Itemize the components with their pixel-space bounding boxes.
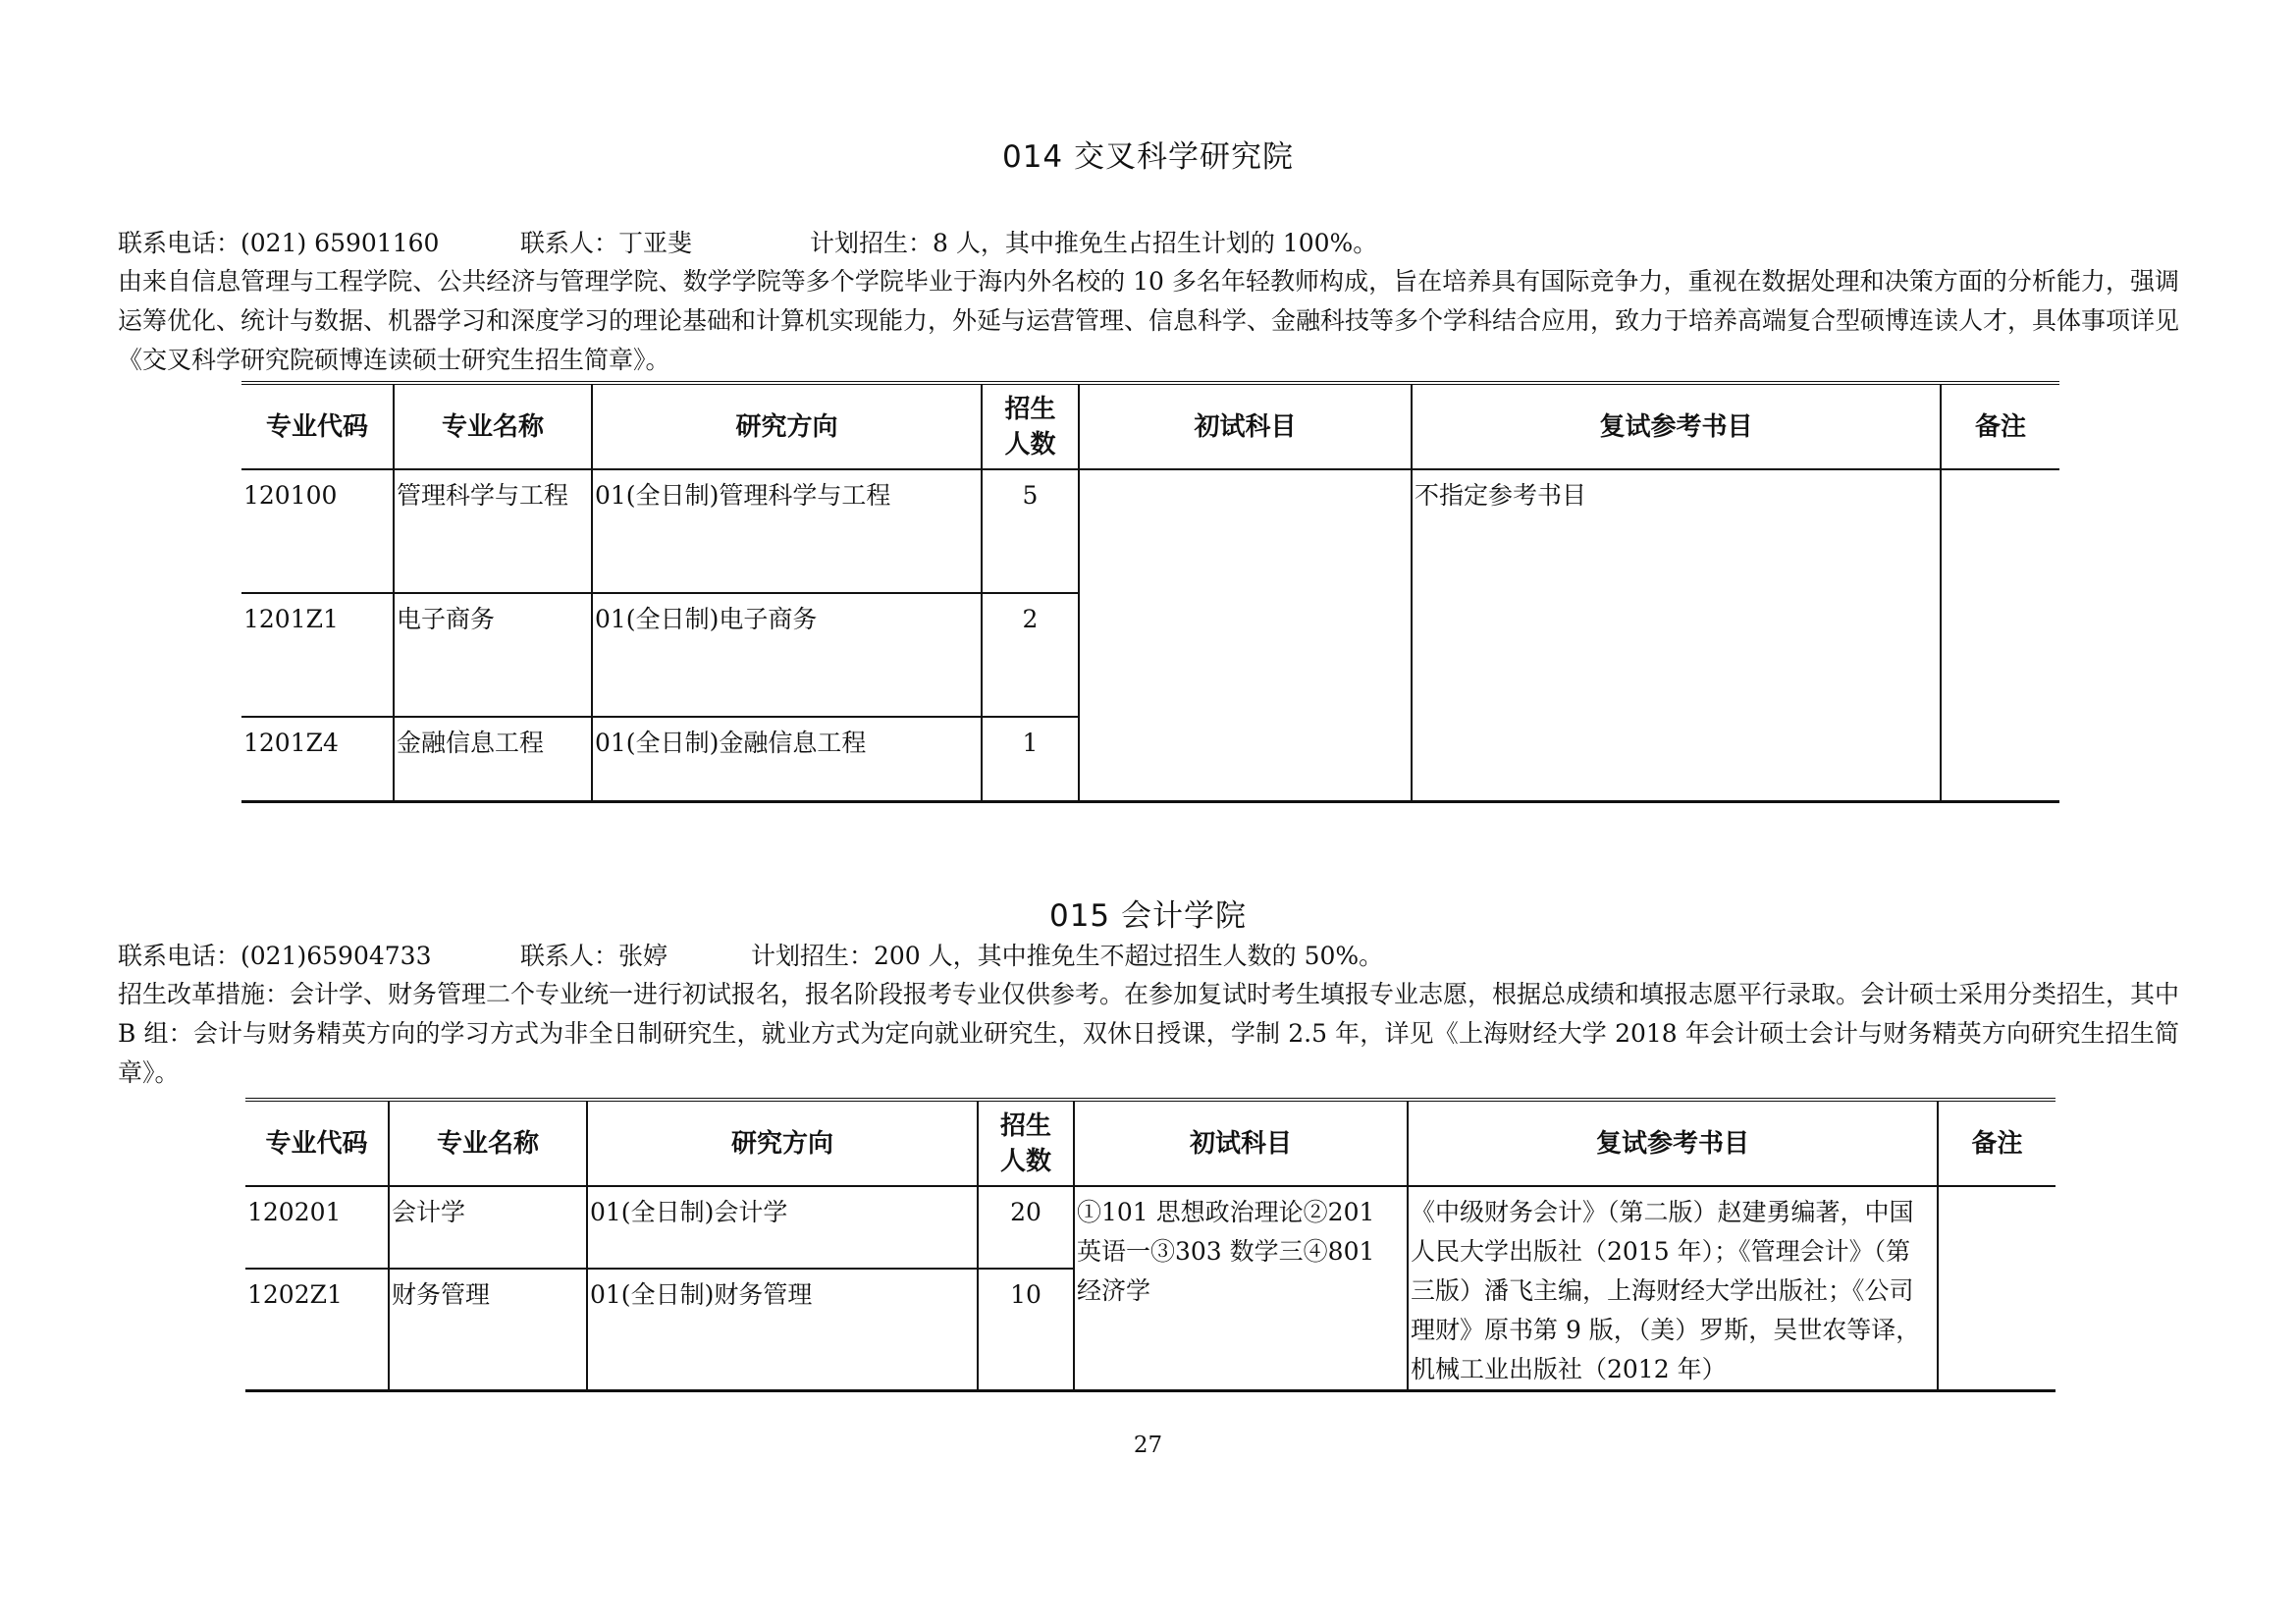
cell-name: 财务管理 xyxy=(389,1269,587,1390)
cell-code: 120100 xyxy=(241,469,394,593)
section2-phone: 联系电话：(021)65904733 xyxy=(118,942,432,970)
header-books: 复试参考书目 xyxy=(1412,383,1941,469)
cell-name: 电子商务 xyxy=(394,593,592,717)
cell-name: 会计学 xyxy=(389,1186,587,1269)
header-code: 专业代码 xyxy=(241,383,394,469)
cell-code: 120201 xyxy=(245,1186,389,1269)
header-exam: 初试科目 xyxy=(1079,383,1412,469)
section1-plan: 计划招生：8 人，其中推免生占招生计划的 100%。 xyxy=(810,229,1378,257)
cell-code: 1202Z1 xyxy=(245,1269,389,1390)
section2-table xyxy=(245,1098,2056,1392)
section1-contact: 联系人：丁亚斐 xyxy=(520,229,693,257)
cell-notes xyxy=(1941,469,2059,801)
cell-name: 金融信息工程 xyxy=(394,717,592,801)
section1-phone: 联系电话：(021) 65901160 xyxy=(118,229,440,257)
cell-count: 10 xyxy=(978,1269,1074,1390)
header-direction: 研究方向 xyxy=(587,1100,978,1186)
cell-count: 5 xyxy=(982,469,1079,593)
cell-direction: 01(全日制)管理科学与工程 xyxy=(592,469,982,593)
header-books: 复试参考书目 xyxy=(1408,1100,1938,1186)
header-code: 专业代码 xyxy=(245,1100,389,1186)
header-exam: 初试科目 xyxy=(1074,1100,1408,1186)
table-header-row xyxy=(241,383,2059,469)
cell-exam: ①101 思想政治理论②201 英语一③303 数学三④801 经济学 xyxy=(1074,1186,1408,1391)
section1-description: 由来自信息管理与工程学院、公共经济与管理学院、数学学院等多个学院毕业于海内外名校的 10 多名年轻教师构成，旨在培养具有国际竞争力，重视在数据处理和决策方面的分析能力，强调运筹优化、统计与数据、机器学习和深度学习的理论基础和计算机实现能力，外延与运营管理、信息科学、金融科技等多个学科结合应用，致力于培养高端复合型硕博连读人才，具体事项详见《交叉科学研究院硕博连读硕士研究生招生简章》。 xyxy=(118,267,2180,374)
cell-direction: 01(全日制)财务管理 xyxy=(587,1269,978,1390)
cell-exam xyxy=(1079,469,1412,801)
section2-title: 015 会计学院 xyxy=(1048,898,1248,934)
cell-count: 1 xyxy=(982,717,1079,801)
section2-description: 招生改革措施：会计学、财务管理二个专业统一进行初试报名，报名阶段报考专业仅供参考。在参加复试时考生填报专业志愿，根据总成绩和填报志愿平行录取。会计硕士采用分类招生，其中 B 组：会计与财务精英方向的学习方式为非全日制研究生，就业方式为定向就业研究生，双休日授课，学制 2.5 年，详见《上海财经大学 2018 年会计硕士会计与财务精英方向研究生招生简章》。 xyxy=(118,980,2180,1087)
table-row xyxy=(241,469,2059,593)
header-direction: 研究方向 xyxy=(592,383,982,469)
cell-notes xyxy=(1938,1186,2056,1391)
header-name: 专业名称 xyxy=(389,1100,587,1186)
section1-table xyxy=(241,381,2059,803)
table-row xyxy=(245,1186,2056,1269)
table-header-row xyxy=(245,1100,2056,1186)
header-notes: 备注 xyxy=(1938,1100,2056,1186)
page-number: 27 xyxy=(1133,1433,1163,1458)
cell-books: 不指定参考书目 xyxy=(1412,469,1941,801)
cell-count: 2 xyxy=(982,593,1079,717)
cell-direction: 01(全日制)金融信息工程 xyxy=(592,717,982,801)
section1-title: 014 交叉科学研究院 xyxy=(1001,139,1295,175)
cell-direction: 01(全日制)会计学 xyxy=(587,1186,978,1269)
section2-contact: 联系人：张婷 xyxy=(520,942,668,970)
section2-plan: 计划招生：200 人，其中推免生不超过招生人数的 50%。 xyxy=(751,942,1384,970)
cell-code: 1201Z4 xyxy=(241,717,394,801)
cell-books: 《中级财务会计》（第二版）赵建勇编著，中国人民大学出版社（2015 年）；《管理会计》（第三版）潘飞主编，上海财经大学出版社；《公司理财》原书第 9 版，（美）罗斯，吴世农等译，机械工业出版社（2012 年） xyxy=(1408,1186,1938,1391)
header-name: 专业名称 xyxy=(394,383,592,469)
cell-name: 管理科学与工程 xyxy=(394,469,592,593)
header-count: 招生人数 xyxy=(982,383,1079,469)
cell-direction: 01(全日制)电子商务 xyxy=(592,593,982,717)
cell-code: 1201Z1 xyxy=(241,593,394,717)
header-count: 招生人数 xyxy=(978,1100,1074,1186)
header-notes: 备注 xyxy=(1941,383,2059,469)
cell-count: 20 xyxy=(978,1186,1074,1269)
